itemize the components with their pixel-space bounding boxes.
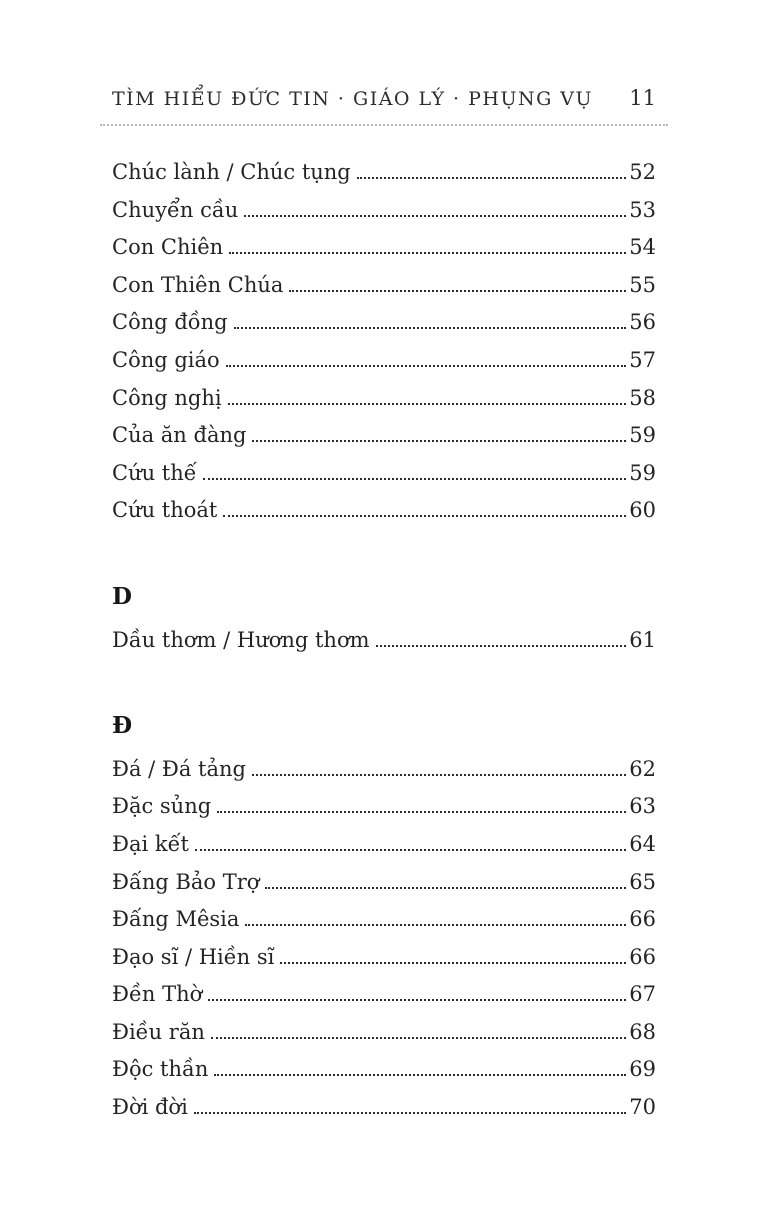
dot-leader [252, 774, 626, 776]
toc-entry [112, 982, 656, 1020]
toc-entry [112, 235, 656, 273]
toc-list [100, 160, 668, 1133]
dot-leader [244, 215, 626, 217]
toc-entry-page: 66 [629, 907, 656, 932]
toc-entry [112, 273, 656, 311]
toc-entry-term: Cứu thoát [112, 498, 218, 523]
toc-entry-page: 52 [629, 160, 656, 184]
running-header-title: TÌM HIỂU ĐỨC TIN · GIÁO LÝ · PHỤNG VỤ [112, 88, 594, 110]
toc-entry [112, 870, 656, 908]
toc-entry-page: 56 [629, 310, 656, 335]
toc-entry [112, 198, 656, 236]
dot-leader [214, 1074, 626, 1076]
dot-leader [289, 290, 626, 292]
dot-leader [229, 252, 626, 254]
toc-entry-term: Điều răn [112, 1019, 205, 1044]
toc-entry [112, 1057, 656, 1095]
toc-entry [112, 386, 656, 424]
toc-entry-term: Công giáo [112, 347, 220, 372]
toc-entry-page: 63 [629, 794, 656, 819]
page-header [100, 86, 668, 110]
dot-leader [252, 440, 626, 442]
dot-leader [265, 887, 626, 889]
toc-entry-term: Công đồng [112, 310, 228, 335]
toc-entry-term: Đấng Mêsia [112, 907, 240, 932]
toc-entry-page: 64 [629, 831, 656, 856]
section-heading: D [112, 583, 132, 611]
toc-entry [112, 423, 656, 461]
toc-entry-page: 55 [629, 272, 656, 297]
toc-entry [112, 757, 656, 795]
toc-entry-page: 58 [629, 385, 656, 410]
dot-leader [234, 327, 627, 329]
toc-entry [112, 945, 656, 983]
toc-entry [112, 348, 656, 386]
toc-entry-page: 65 [629, 869, 656, 894]
dot-leader [208, 999, 626, 1001]
page-number: 11 [629, 86, 656, 110]
toc-entry [112, 461, 656, 499]
dot-leader [217, 811, 626, 813]
toc-entry-page: 53 [629, 197, 656, 222]
toc-entry-page: 62 [629, 756, 656, 781]
toc-entry-page: 66 [629, 944, 656, 969]
toc-entry-term: Đại kết [112, 831, 189, 856]
toc-entry [112, 160, 656, 198]
toc-entry-term: Chuyển cầu [112, 197, 239, 222]
toc-entry [112, 628, 656, 666]
toc-entry-term: Đời đời [112, 1095, 188, 1120]
toc-entry-term: Con Thiên Chúa [112, 272, 284, 297]
dot-leader [357, 177, 627, 179]
section-heading: Đ [112, 712, 133, 740]
toc-entry [112, 1020, 656, 1058]
toc-entry-term: Đấng Bảo Trợ [112, 869, 260, 894]
toc-entry-term: Đá / Đá tảng [112, 756, 246, 781]
toc-entry-page: 59 [629, 460, 656, 485]
toc-entry-page: 54 [629, 235, 656, 260]
toc-entry-term: Đặc sủng [112, 794, 212, 819]
toc-entry-page: 57 [629, 347, 656, 372]
dot-leader [245, 924, 626, 926]
dot-leader [376, 645, 627, 647]
toc-entry-term: Con Chiên [112, 235, 224, 260]
toc-entry [112, 1095, 656, 1133]
toc-entry-term: Đạo sĩ / Hiền sĩ [112, 944, 275, 969]
dot-leader [211, 1037, 626, 1039]
toc-entry [112, 498, 656, 536]
toc-entry-term: Dầu thơm / Hương thơm [112, 627, 370, 652]
dot-leader [226, 365, 627, 367]
toc-entry-term: Độc thần [112, 1057, 209, 1082]
toc-entry-page: 60 [629, 498, 656, 523]
toc-entry [112, 907, 656, 945]
toc-entry-term: Cứu thế [112, 460, 197, 485]
toc-entry-term: Đền Thờ [112, 982, 203, 1007]
toc-entry [112, 832, 656, 870]
toc-entry-page: 59 [629, 423, 656, 448]
toc-entry-term: Chúc lành / Chúc tụng [112, 160, 351, 184]
toc-entry-page: 70 [629, 1095, 656, 1120]
dot-leader [195, 849, 626, 851]
dot-leader [203, 478, 627, 480]
toc-entry-term: Của ăn đàng [112, 423, 247, 448]
toc-entry-page: 68 [629, 1019, 656, 1044]
dot-leader [194, 1112, 626, 1114]
dot-leader [280, 962, 626, 964]
dot-leader [228, 403, 627, 405]
dot-leader [223, 515, 626, 517]
toc-entry-page: 69 [629, 1057, 656, 1082]
toc-entry [112, 794, 656, 832]
toc-entry [112, 310, 656, 348]
toc-entry-page: 61 [629, 627, 656, 652]
header-divider [100, 124, 668, 126]
toc-entry-page: 67 [629, 982, 656, 1007]
toc-entry-term: Công nghị [112, 385, 222, 410]
